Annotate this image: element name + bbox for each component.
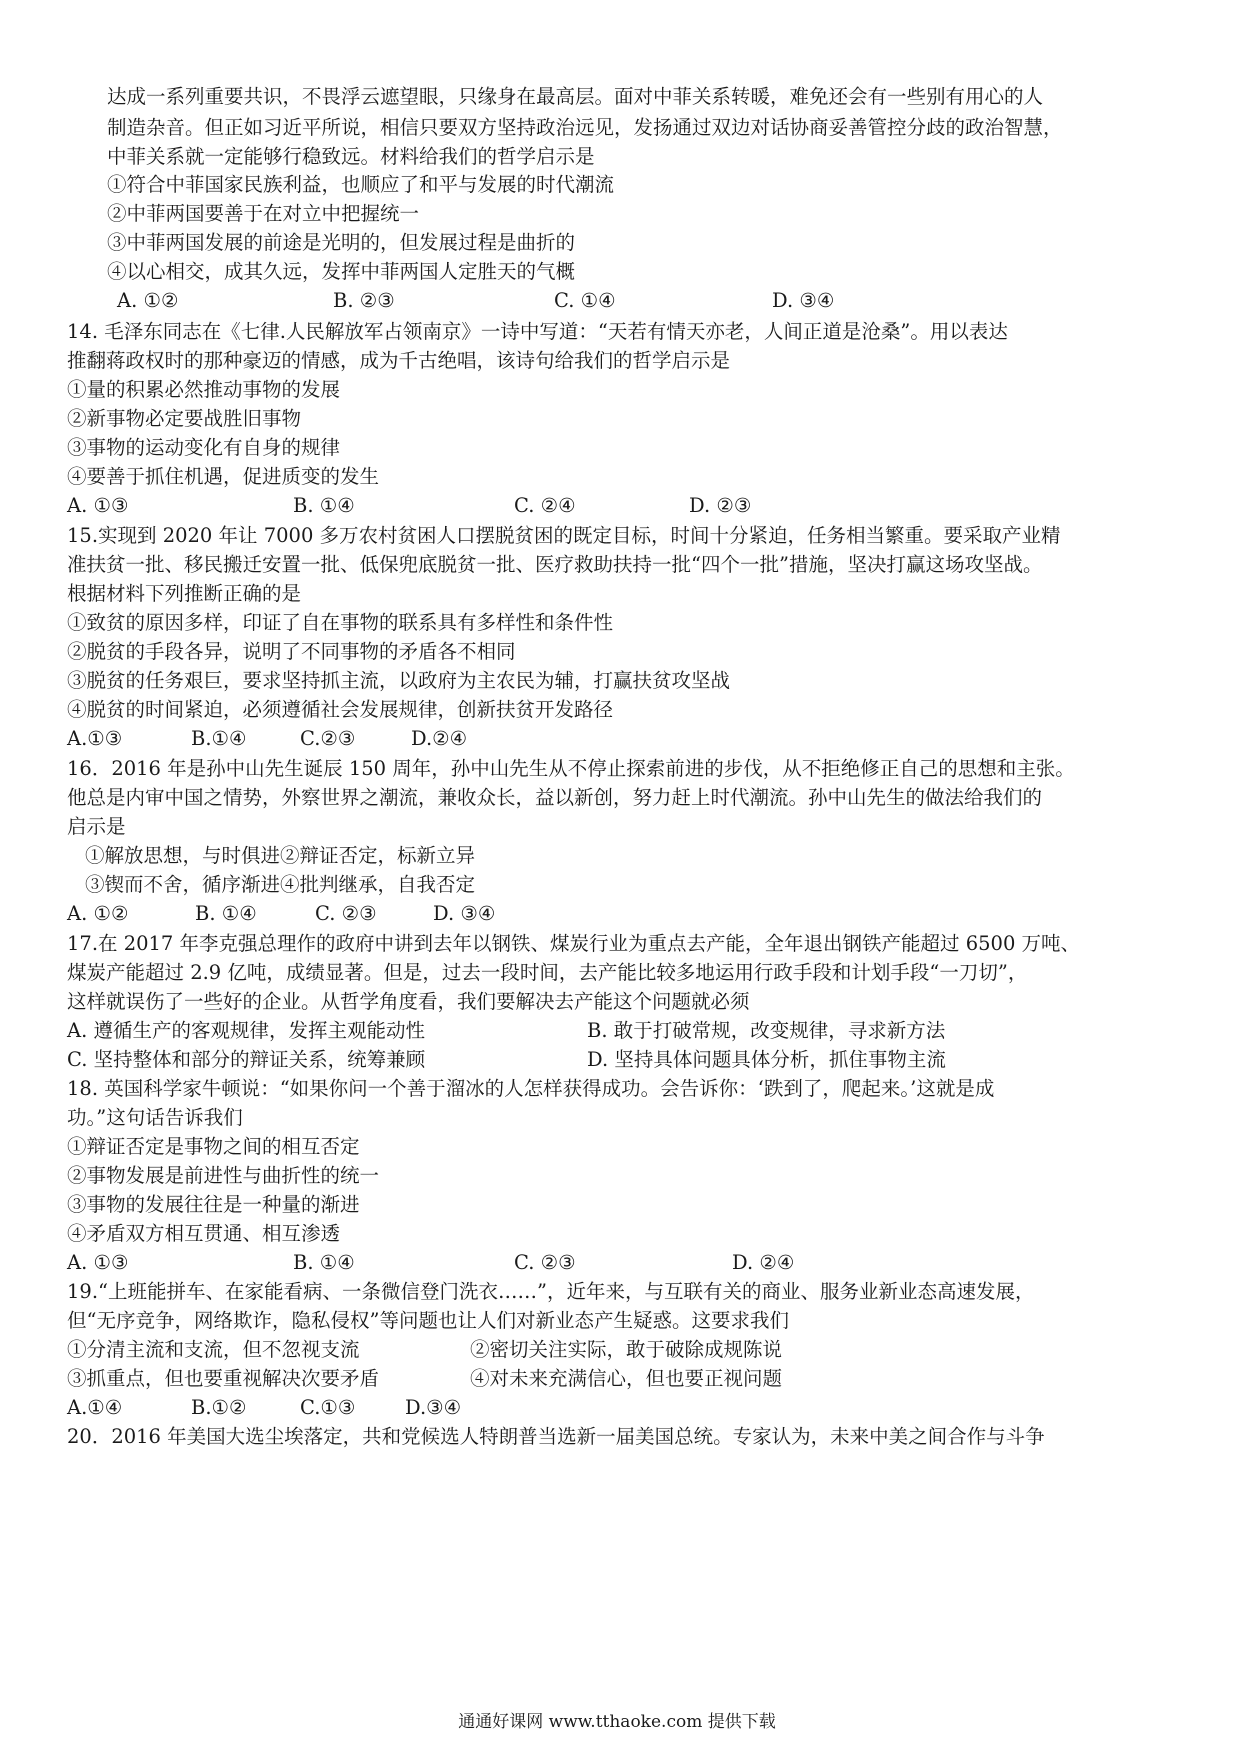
q13-option-d: D. ③④ — [772, 289, 835, 312]
q16-text-line-1: 16．2016 年是孙中山先生诞辰 150 周年，孙中山先生从不停止探索前进的步伐，从不拒绝修正自己的思想和主张。 — [67, 757, 1075, 780]
q18-text-line-2: 功。”这句话告诉我们 — [67, 1106, 243, 1129]
q14-item-1: ①量的积累必然推动事物的发展 — [67, 378, 341, 401]
q14-option-a: A. ①③ — [67, 494, 129, 517]
q17-option-a: A. 遵循生产的客观规律，发挥主观能动性 — [67, 1019, 425, 1042]
q14-item-3: ③事物的运动变化有自身的规律 — [67, 436, 341, 459]
q16-option-a: A. ①② — [67, 902, 129, 925]
q18-option-a: A. ①③ — [67, 1251, 129, 1274]
q19-option-a: A.①④ — [67, 1396, 123, 1419]
q19-text-line-2: 但“无序竞争，网络欺诈，隐私侵权”等问题也让人们对新业态产生疑惑。这要求我们 — [67, 1309, 789, 1332]
q14-text-line-2: 推翻蒋政权时的那种豪迈的情感，成为千古绝唱，该诗句给我们的哲学启示是 — [67, 349, 731, 372]
q19-option-d: D.③④ — [405, 1396, 462, 1419]
q17-text-line-2: 煤炭产能超过 2.9 亿吨，成绩显著。但是，过去一段时间，去产能比较多地运用行政手段和计划手段“一刀切”， — [67, 961, 1028, 984]
q14-item-4: ④要善于抓住机遇，促进质变的发生 — [67, 465, 380, 488]
q15-option-a: A.①③ — [67, 727, 123, 750]
q17-text-line-3: 这样就误伤了一些好的企业。从哲学角度看，我们要解决去产能这个问题就必须 — [67, 990, 750, 1013]
q15-option-b: B.①④ — [191, 727, 247, 750]
q13-option-c: C. ①④ — [554, 289, 616, 312]
q20-text-line-1: 20．2016 年美国大选尘埃落定，共和党候选人特朗普当选新一届美国总统。专家认为，未来中美之间合作与斗争 — [67, 1425, 1045, 1448]
page-footer: 通通好课网 www.tthaoke.com 提供下载 — [458, 1712, 776, 1732]
q13-item-4: ④以心相交，成其久远，发挥中菲两国人定胜天的气概 — [107, 260, 576, 283]
q14-option-c: C. ②④ — [514, 494, 576, 517]
q15-item-4: ④脱贫的时间紧迫，必须遵循社会发展规律，创新扶贫开发路径 — [67, 698, 614, 721]
q15-option-c: C.②③ — [300, 727, 356, 750]
q14-text-line-1: 14. 毛泽东同志在《七律.人民解放军占领南京》一诗中写道：“天若有情天亦老，人间正道是沧桑”。用以表达 — [67, 320, 1008, 343]
q17-text-line-1: 17.在 2017 年李克强总理作的政府中讲到去年以钢铁、煤炭行业为重点去产能，全年退出钢铁产能超过 6500 万吨、 — [67, 932, 1081, 955]
q16-option-b: B. ①④ — [195, 902, 257, 925]
q18-option-b: B. ①④ — [293, 1251, 355, 1274]
q17-option-d: D. 坚持具体问题具体分析，抓住事物主流 — [587, 1048, 946, 1071]
q17-option-c: C. 坚持整体和部分的辩证关系，统筹兼顾 — [67, 1048, 426, 1071]
q14-item-2: ②新事物必定要战胜旧事物 — [67, 407, 302, 430]
q16-text-line-2: 他总是内审中国之情势，外察世界之潮流，兼收众长，益以新创，努力赶上时代潮流。孙中山先生的做法给我们的 — [67, 786, 1043, 809]
q14-option-b: B. ①④ — [293, 494, 355, 517]
q13-item-1: ①符合中菲国家民族利益，也顺应了和平与发展的时代潮流 — [107, 173, 615, 196]
q18-text-line-1: 18. 英国科学家牛顿说：“如果你问一个善于溜冰的人怎样获得成功。会告诉你：‘跌到了，爬起来。’这就是成 — [67, 1077, 995, 1100]
q13-text-line-3: 中菲关系就一定能够行稳致远。材料给我们的哲学启示是 — [107, 145, 595, 168]
q15-option-d: D.②④ — [411, 727, 468, 750]
q19-item-3: ③抓重点，但也要重视解决次要矛盾 — [67, 1367, 380, 1390]
q13-option-b: B. ②③ — [333, 289, 395, 312]
q16-option-d: D. ③④ — [433, 902, 496, 925]
q18-option-d: D. ②④ — [732, 1251, 795, 1274]
q15-text-line-2: 准扶贫一批、移民搬迁安置一批、低保兜底脱贫一批、医疗救助扶持一批“四个一批”措施，坚决打赢这场攻坚战。 — [67, 553, 1043, 576]
q18-item-1: ①辩证否定是事物之间的相互否定 — [67, 1135, 360, 1158]
q16-items-line-1: ①解放思想，与时俱进②辩证否定，标新立异 — [85, 844, 476, 867]
q13-item-2: ②中菲两国要善于在对立中把握统一 — [107, 202, 420, 225]
q18-item-3: ③事物的发展往往是一种量的渐进 — [67, 1193, 360, 1216]
q15-item-3: ③脱贫的任务艰巨，要求坚持抓主流，以政府为主农民为辅，打赢扶贫攻坚战 — [67, 669, 731, 692]
q13-option-a: A. ①② — [117, 289, 179, 312]
q19-item-1: ①分清主流和支流，但不忽视支流 — [67, 1338, 360, 1361]
q16-items-line-2: ③锲而不舍，循序渐进④批判继承，自我否定 — [85, 873, 476, 896]
q14-option-d: D. ②③ — [689, 494, 752, 517]
q17-option-b: B. 敢于打破常规，改变规律，寻求新方法 — [587, 1019, 946, 1042]
q18-option-c: C. ②③ — [514, 1251, 576, 1274]
q18-item-2: ②事物发展是前进性与曲折性的统一 — [67, 1164, 380, 1187]
q13-item-3: ③中菲两国发展的前途是光明的，但发展过程是曲折的 — [107, 231, 576, 254]
q19-item-2: ②密切关注实际，敢于破除成规陈说 — [470, 1338, 783, 1361]
q16-text-line-3: 启示是 — [67, 815, 126, 838]
q19-option-c: C.①③ — [300, 1396, 356, 1419]
q19-text-line-1: 19.“上班能拼车、在家能看病、一条微信登门洗衣……”，近年来，与互联有关的商业、服务业新业态高速发展， — [67, 1280, 1035, 1303]
q19-item-4: ④对未来充满信心，但也要正视问题 — [470, 1367, 783, 1390]
q15-item-1: ①致贫的原因多样，印证了自在事物的联系具有多样性和条件性 — [67, 611, 614, 634]
q15-text-line-3: 根据材料下列推断正确的是 — [67, 582, 302, 605]
q15-item-2: ②脱贫的手段各异，说明了不同事物的矛盾各不相同 — [67, 640, 516, 663]
q13-text-line-1: 达成一系列重要共识，不畏浮云遮望眼，只缘身在最高层。面对中菲关系转暖，难免还会有一些别有用心的人 — [107, 85, 1044, 108]
q13-text-line-2: 制造杂音。但正如习近平所说，相信只要双方坚持政治远见，发扬通过双边对话协商妥善管控分歧的政治智慧， — [107, 116, 1063, 139]
q18-item-4: ④矛盾双方相互贯通、相互渗透 — [67, 1222, 341, 1245]
q15-text-line-1: 15.实现到 2020 年让 7000 多万农村贫困人口摆脱贫困的既定目标，时间十分紧迫，任务相当繁重。要采取产业精 — [67, 524, 1061, 547]
q19-option-b: B.①② — [191, 1396, 247, 1419]
q16-option-c: C. ②③ — [315, 902, 377, 925]
